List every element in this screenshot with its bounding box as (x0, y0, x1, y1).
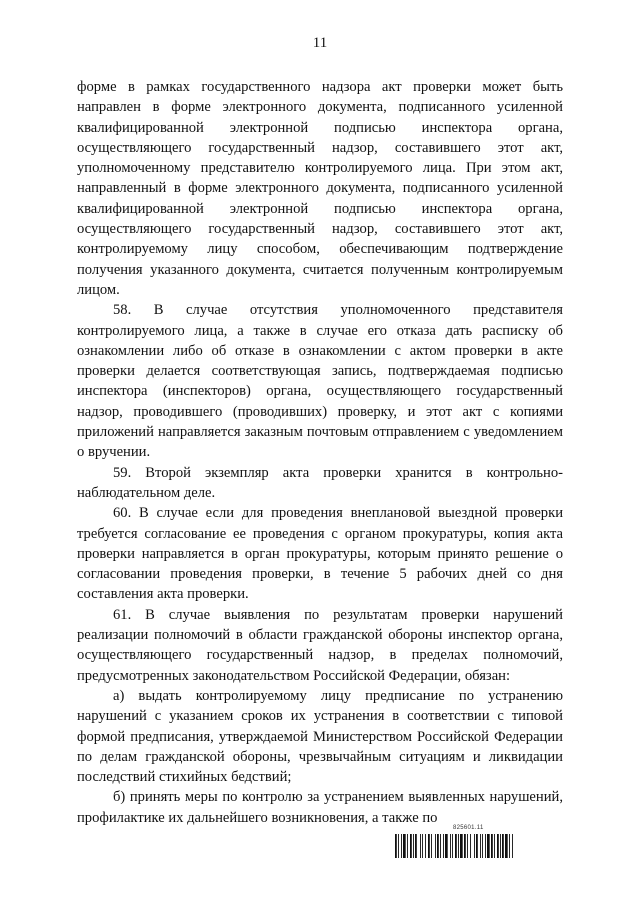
paragraph-continuation: форме в рамках государственного надзора акт проверки может быть направлен в форме электронного документа, подписанного усиленной квалифицированной электронной подписью инспектора органа, осуществляющего государственный надзор, составившего этот акт, уполномоченному представителю контролируемого лица. При этом акт, направленный в форме электронного документа, подписанного усиленной квалифицированной электронной подписью инспектора органа, осуществляющего государственный надзор, составившего этот акт, контролируемому лицу способом, обеспечивающим подтверждение получения указанного документа, считается полученным контролируемым лицом. (77, 79, 563, 298)
paragraph-61-b: б) принять меры по контролю за устранением выявленных нарушений, профилактике их дальнейшего возникновения, а также по (77, 789, 563, 826)
page-number: 11 (312, 35, 328, 51)
barcode (395, 834, 565, 858)
paragraph-59: 59. Второй экземпляр акта проверки хранится в контрольно-наблюдательном деле. (77, 464, 563, 501)
document-body (77, 77, 563, 828)
paragraph-61-a: а) выдать контролируемому лицу предписание по устранению нарушений с указанием сроков их устранения в соответствии с типовой формой предписания, утверждаемой Министерством Российской Федерации по делам гражданской обороны, чрезвычайным ситуациям и ликвидации последствий стихийных бедствий; (77, 687, 563, 786)
paragraph-58: 58. В случае отсутствия уполномоченного представителя контролируемого лица, а также в случае его отказа дать расписку об ознакомлении либо об отказе в ознакомлении с актом проверки в акте проверки делается соответствующая запись, подтверждаемая подписью инспектора (инспекторов) органа, осуществляющего государственный надзор, проводившего (проводивших) проверку, и этот акт с копиями приложений направляется заказным почтовым отправлением с уведомлением о вручении. (77, 302, 563, 461)
barcode-code: 825601.11 (453, 825, 484, 831)
paragraph-60: 60. В случае если для проведения внеплановой выездной проверки требуется согласование ее проведения с органом прокуратуры, копия акта проверки направляется в орган прокуратуры, которым принято решение о согласовании проведения проверки, в течение 5 рабочих дней со дня составления акта проверки. (77, 505, 563, 603)
paragraph-61: 61. В случае выявления по результатам проверки нарушений реализации полномочий в области гражданской обороны инспектор органа, осуществляющего государственный надзор, в пределах полномочий, предусмотренных законодательством Российской Федерации, обязан: (77, 606, 563, 684)
